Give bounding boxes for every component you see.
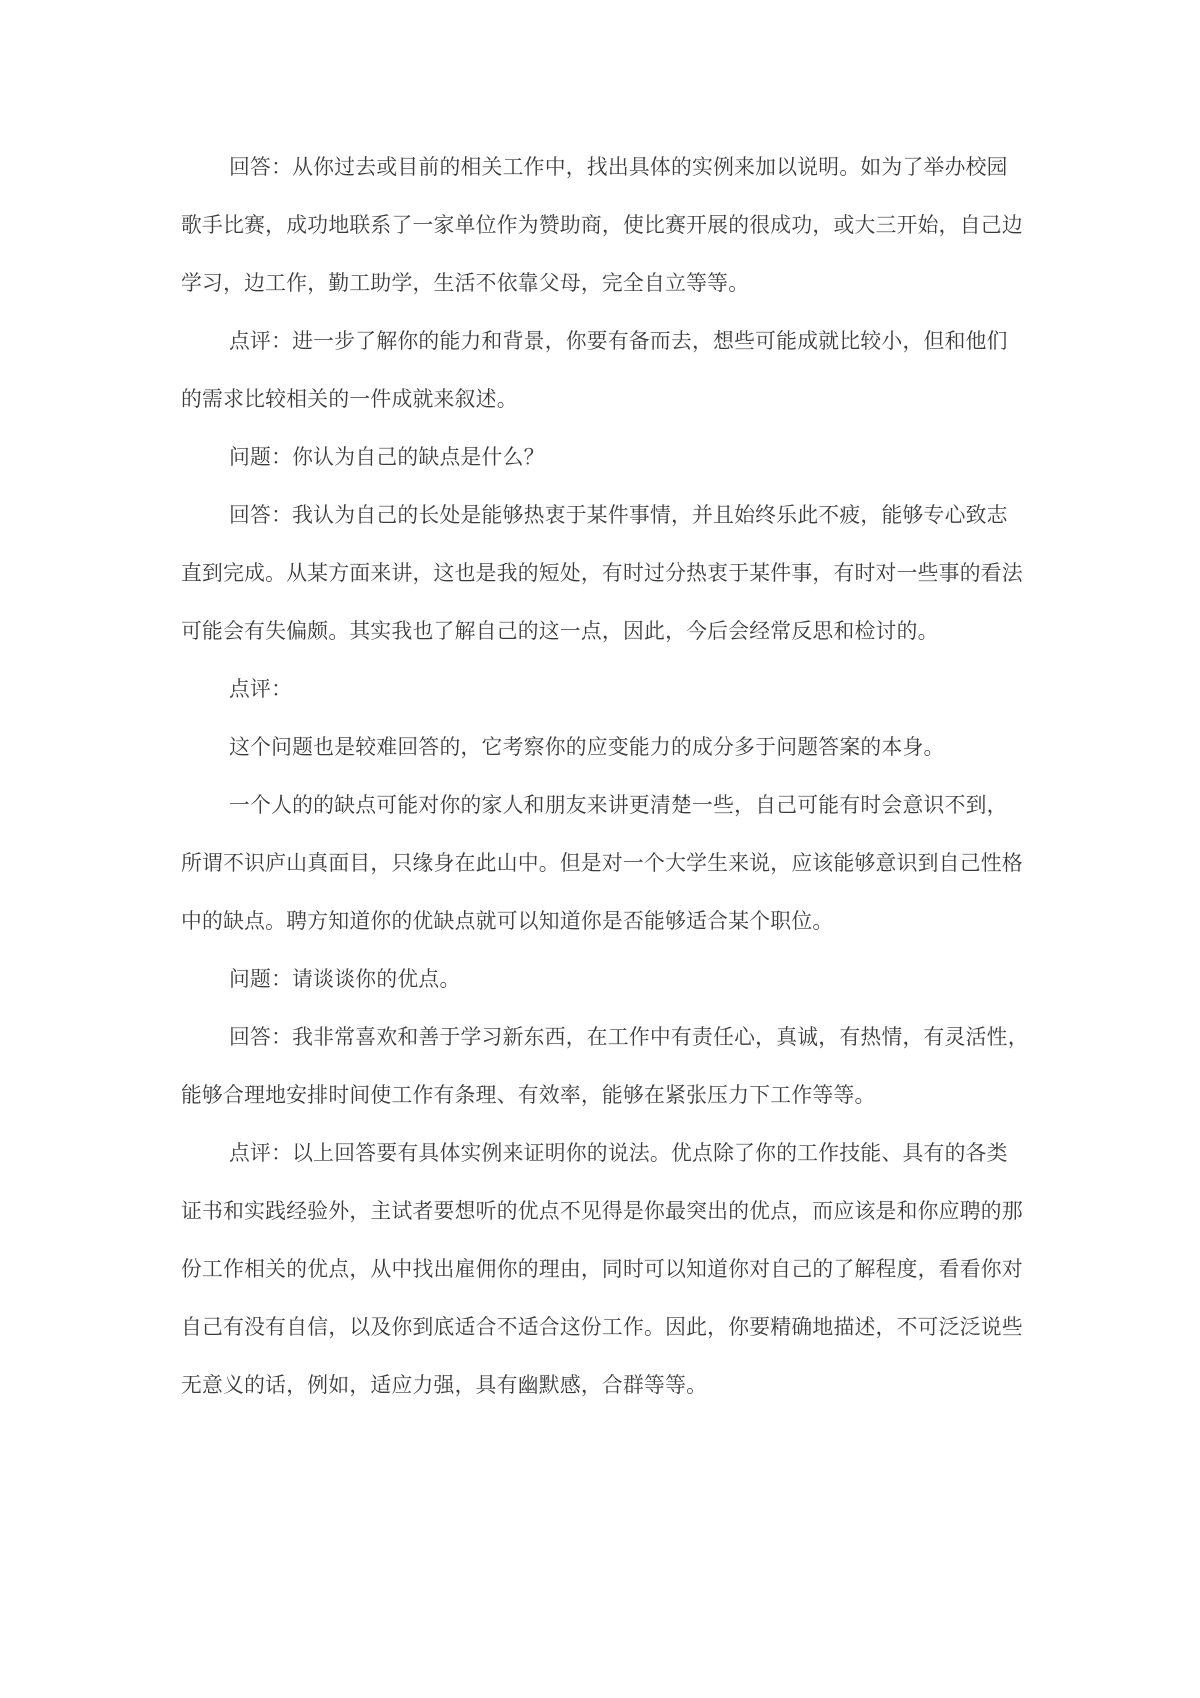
text-line: 回答：我认为自己的长处是能够热衷于某件事情，并且始终乐此不疲，能够专心致志: [229, 503, 1008, 527]
text-line: 直到完成。从某方面来讲，这也是我的短处，有时过分热衷于某件事，有时对一些事的看法: [181, 561, 1023, 585]
text-line: 学习，边工作，勤工助学，生活不依靠父母，完全自立等等。: [181, 271, 750, 295]
text-line: 的需求比较相关的一件成就来叙述。: [181, 387, 518, 411]
text-line: 一个人的的缺点可能对你的家人和朋友来讲更清楚一些，自己可能有时会意识不到，: [229, 793, 1008, 817]
text-line: 中的缺点。聘方知道你的优缺点就可以知道你是否能够适合某个职位。: [181, 909, 834, 933]
text-line: 问题：请谈谈你的优点。: [229, 967, 461, 991]
text-line: 无意义的话，例如，适应力强，具有幽默感，合群等等。: [181, 1373, 708, 1397]
text-line: 点评：: [229, 677, 293, 701]
text-line: 点评：以上回答要有具体实例来证明你的说法。优点除了你的工作技能、具有的各类: [229, 1141, 1008, 1165]
text-line: 回答：我非常喜欢和善于学习新东西，在工作中有责任心，真诚，有热情，有灵活性，: [229, 1025, 1029, 1049]
text-line: 证书和实践经验外，主试者要想听的优点不见得是你最突出的优点，而应该是和你应聘的那: [181, 1199, 1023, 1223]
text-line: 这个问题也是较难回答的，它考察你的应变能力的成分多于问题答案的本身。: [229, 735, 945, 759]
text-line: 自己有没有自信，以及你到底适合不适合这份工作。因此，你要精确地描述，不可泛泛说些: [181, 1315, 1023, 1339]
text-line: 能够合理地安排时间使工作有条理、有效率，能够在紧张压力下工作等等。: [181, 1083, 876, 1107]
text-line: 问题：你认为自己的缺点是什么？: [229, 445, 545, 469]
text-line: 歌手比赛，成功地联系了一家单位作为赞助商，使比赛开展的很成功，或大三开始，自己边: [181, 213, 1023, 237]
text-line: 所谓不识庐山真面目，只缘身在此山中。但是对一个大学生来说，应该能够意识到自己性格: [181, 851, 1023, 875]
text-line: 回答：从你过去或目前的相关工作中，找出具体的实例来加以说明。如为了举办校园: [229, 155, 1008, 179]
text-line: 可能会有失偏颇。其实我也了解自己的这一点，因此，今后会经常反思和检讨的。: [181, 619, 939, 643]
text-line: 份工作相关的优点，从中找出雇佣你的理由，同时可以知道你对自己的了解程度，看看你对: [181, 1257, 1023, 1281]
text-line: 点评：进一步了解你的能力和背景，你要有备而去，想些可能成就比较小，但和他们: [229, 329, 1008, 353]
